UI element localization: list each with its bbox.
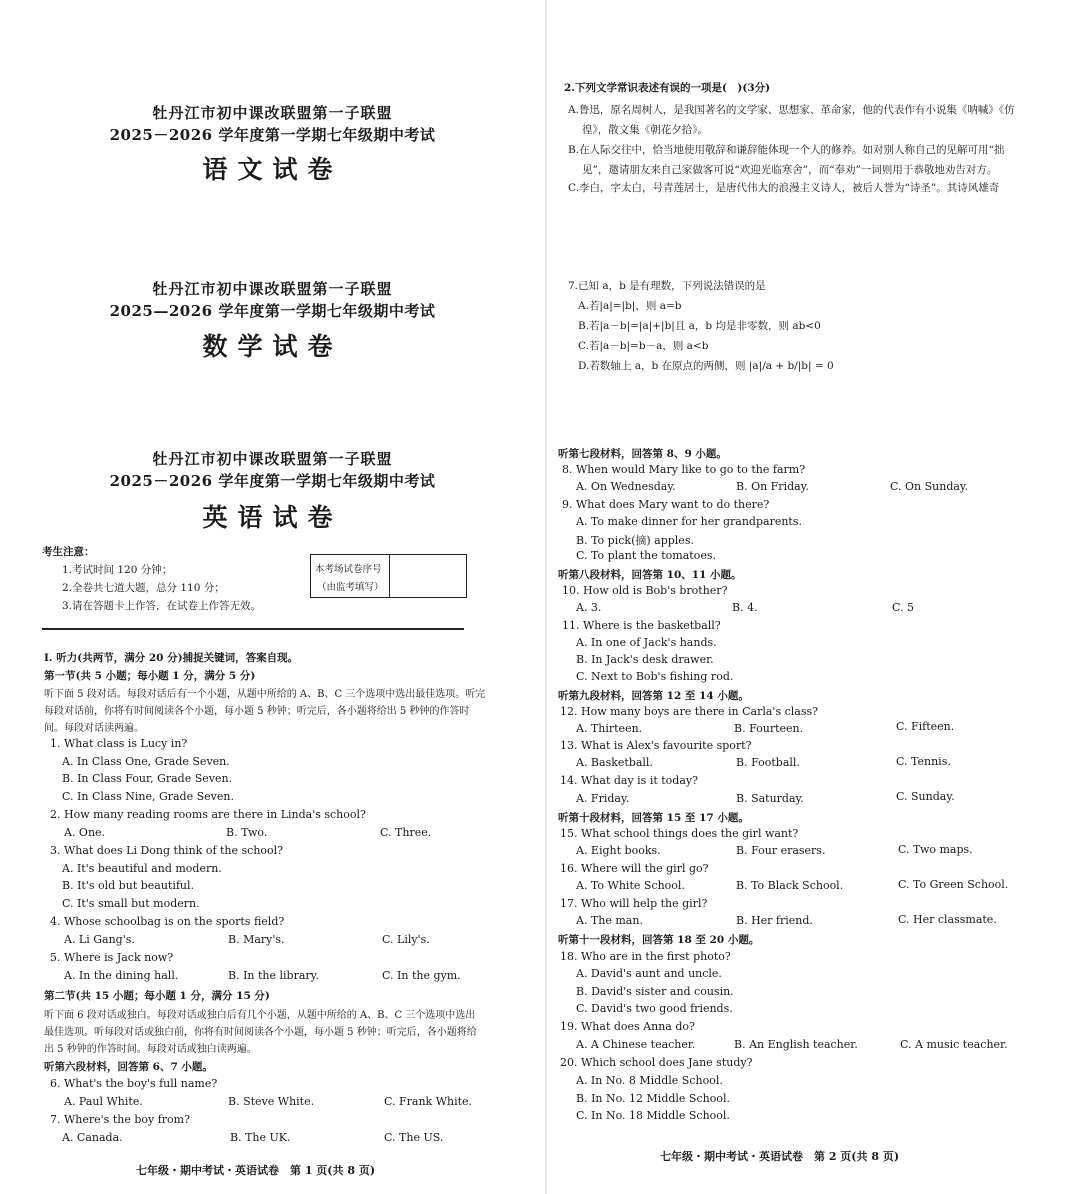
question-11-option-b: B. In Jack's desk drawer. [576,653,714,666]
question-2-option-a: A. One. [64,826,106,839]
chinese-org: 牡丹江市初中课改联盟第一子联盟 [152,104,393,122]
english-paper-title: 英语试卷 [202,503,343,532]
question-9-option-a: A. To make dinner for her grandparents. [576,515,802,528]
english-org: 牡丹江市初中课改联盟第一子联盟 [152,450,393,468]
option-b: B.若|a－b|=|a|+|b|且 a，b 均是非零数，则 ab<0 [578,320,821,332]
question-19-option-a: A. A Chinese teacher. [576,1038,696,1051]
part-2-title: 第二节(共 15 小题；每小题 1 分，满分 15 分) [44,990,270,1002]
question-7-option-a: A. Canada. [62,1131,123,1144]
question-5-option-c: C. In the gym. [382,969,461,982]
question-13-option-a: A. Basketball. [576,756,653,769]
question-20: 20. Which school does Jane study? [560,1056,753,1069]
question-18-option-c: C. David's two good friends. [576,1002,733,1015]
question-3: 3. What does Li Dong think of the school? [50,844,284,857]
question-9-option-c: C. To plant the tomatoes. [576,549,716,562]
math-org: 牡丹江市初中课改联盟第一子联盟 [152,280,393,298]
question-2: 2. How many reading rooms are there in Linda's school? [50,808,366,821]
question-7-option-b: B. The UK. [230,1131,291,1144]
math-question-7 [550,272,1080,372]
question-16: 16. Where will the girl go? [560,862,709,875]
question-8-option-a: A. On Wednesday. [576,480,676,493]
question-1-option-b: B. In Class Four, Grade Seven. [62,772,233,785]
question-13-option-b: B. Football. [736,756,800,769]
question-20-option-a: A. In No. 8 Middle School. [576,1074,723,1087]
math-cover [0,265,545,375]
divider [42,628,464,630]
question-16-option-c: C. To Green School. [898,878,1009,891]
material-7-heading: 听第七段材料，回答第 8、9 小题。 [558,448,727,460]
option-a: A.若|a|=|b|，则 a=b [578,300,682,312]
chinese-question-2 [550,70,1080,200]
question-16-option-a: A. To White School. [576,879,685,892]
question-5-option-a: A. In the dining hall. [64,969,179,982]
exam-number-box [310,554,467,598]
material-9-heading: 听第九段材料，回答第 12 至 14 小题。 [558,690,749,702]
page-2-footer: 七年级・期中考试・英语试卷 第 2 页(共 8 页) [660,1150,900,1163]
question-14-option-b: B. Saturday. [736,792,804,805]
question-13: 13. What is Alex's favourite sport? [560,739,752,752]
question-18: 18. Who are in the first photo? [560,950,731,963]
question-4-option-c: C. Lily's. [382,933,430,946]
material-10-heading: 听第十段材料，回答第 15 至 17 小题。 [558,812,749,824]
option-a-line1: A.鲁迅，原名周树人，是我国著名的文学家、思想家、革命家，他的代表作有小说集《呐喊》《仿 [568,104,1015,116]
option-c: C.若|a－b|=b－a，则 a<b [578,340,709,352]
option-b-line2: 见”，邀请朋友来自己家做客可说“欢迎光临寒舍”，而“奉劝”一词则用于恭敬地劝告对方。 [582,164,998,176]
question-4-option-a: A. Li Gang's. [64,933,135,946]
part-1-instruction-2: 每段对话前，你将有时间阅读各个小题，每小题 5 秒钟；听完后，各小题将给出 5 秒钟的作答时 [44,706,470,717]
question-19-option-b: B. An English teacher. [734,1038,858,1051]
part-2-instruction-2: 最佳选项。听每段对话或独白前，你将有时间阅读各个小题，每小题 5 秒钟；听完后，各小题将给 [44,1027,477,1038]
english-page-2 [550,440,1080,1194]
notice-title: 考生注意： [42,546,95,558]
question-1-option-a: A. In Class One, Grade Seven. [62,755,230,768]
question-8-option-c: C. On Sunday. [890,480,969,493]
question-12-option-c: C. Fifteen. [896,720,955,733]
question-12: 12. How many boys are there in Carla's class? [560,705,819,718]
option-d: D.若数轴上 a，b 在原点的两侧，则 |a|/a + b/|b| = 0 [578,360,834,372]
part-1-instruction-3: 间。每段对话读两遍。 [44,723,144,734]
question-10-option-c: C. 5 [892,601,915,614]
question-6-option-c: C. Frank White. [384,1095,473,1108]
question-6-option-a: A. Paul White. [64,1095,143,1108]
question-1: 1. What class is Lucy in? [50,737,188,750]
question-10-option-b: B. 4. [732,601,758,614]
question-stem: 7.已知 a，b 是有理数，下列说法错误的是 [568,280,766,292]
english-page-1 [0,440,545,1194]
question-17-option-c: C. Her classmate. [898,913,997,926]
question-9: 9. What does Mary want to do there? [562,498,770,511]
option-b-line1: B.在人际交往中，恰当地使用敬辞和谦辞能体现一个人的修养。如对别人称自己的见解可用“拙 [568,144,1005,156]
question-15: 15. What school things does the girl want? [560,827,799,840]
question-17-option-b: B. Her friend. [736,914,813,927]
chinese-paper-title: 语文试卷 [202,155,343,184]
question-20-option-b: B. In No. 12 Middle School. [576,1092,730,1105]
question-5-option-b: B. In the library. [228,969,319,982]
question-12-option-b: B. Fourteen. [734,722,804,735]
notice-item-2: 2.全卷共七道大题，总分 110 分； [62,582,225,594]
question-10-option-a: A. 3. [576,601,602,614]
question-3-option-b: B. It's old but beautiful. [62,879,195,892]
part-2-instruction-3: 出 5 秒钟的作答时间。每段对话或独白读两遍。 [44,1044,257,1055]
question-12-option-a: A. Thirteen. [576,722,643,735]
math-exam: 2025—2026 学年度第一学期七年级期中考试 [109,302,436,320]
notice-item-3: 3.请在答题卡上作答，在试卷上作答无效。 [62,600,262,612]
question-4: 4. Whose schoolbag is on the sports field? [50,915,285,928]
box-label-1: 本考场试卷序号 [315,564,382,575]
option-a-line2: 徨》，散文集《朝花夕拾》。 [582,124,708,136]
page-1-footer: 七年级・期中考试・英语试卷 第 1 页(共 8 页) [136,1164,376,1177]
part-1-instruction-1: 听下面 5 段对话。每段对话后有一个小题，从题中所给的 A、B、C 三个选项中选出最佳选项。听完 [44,689,486,700]
part-1-title: 第一节(共 5 小题；每小题 1 分，满分 5 分) [44,670,256,682]
question-6-option-b: B. Steve White. [228,1095,315,1108]
question-14-option-c: C. Sunday. [896,790,955,803]
notice-item-1: 1.考试时间 120 分钟； [62,564,173,576]
question-5: 5. Where is Jack now? [50,951,174,964]
question-6: 6. What's the boy's full name? [50,1077,218,1090]
question-17: 17. Who will help the girl? [560,897,708,910]
question-4-option-b: B. Mary's. [228,933,285,946]
question-11-option-c: C. Next to Bob's fishing rod. [576,670,734,683]
box-label-2: （由监考填写） [317,582,384,593]
chinese-exam: 2025－2026 学年度第一学期七年级期中考试 [109,126,436,144]
question-18-option-b: B. David's sister and cousin. [576,985,734,998]
question-16-option-b: B. To Black School. [736,879,844,892]
material-11-heading: 听第十一段材料，回答第 18 至 20 小题。 [558,934,760,946]
question-18-option-a: A. David's aunt and uncle. [576,967,722,980]
question-10: 10. How old is Bob's brother? [562,584,728,597]
question-1-option-c: C. In Class Nine, Grade Seven. [62,790,234,803]
question-stem: 2.下列文学常识表述有误的一项是( )(3分) [564,82,771,94]
question-7-option-c: C. The US. [384,1131,444,1144]
english-exam: 2025－2026 学年度第一学期七年级期中考试 [109,472,436,490]
question-3-option-c: C. It's small but modern. [62,897,200,910]
question-8-option-b: B. On Friday. [736,480,809,493]
question-2-option-b: B. Two. [226,826,268,839]
question-13-option-c: C. Tennis. [896,755,951,768]
question-11-option-a: A. In one of Jack's hands. [576,636,717,649]
question-11: 11. Where is the basketball? [562,619,721,632]
material-8-heading: 听第八段材料，回答第 10、11 小题。 [558,569,742,581]
section-1-title: I. 听力(共两节，满分 20 分)捕捉关键词，答案自现。 [44,652,299,664]
math-paper-title: 数学试卷 [202,332,343,361]
question-2-option-c: C. Three. [380,826,432,839]
option-c-line1: C.李白，字太白，号青莲居士，是唐代伟大的浪漫主义诗人，被后人誉为“诗圣”。其诗风雄奇 [568,182,1000,194]
chinese-cover [0,0,545,230]
question-9-option-b: B. To pick(摘) apples. [576,534,694,547]
question-14-option-a: A. Friday. [576,792,630,805]
question-19-option-c: C. A music teacher. [900,1038,1008,1051]
question-15-option-a: A. Eight books. [576,844,661,857]
question-15-option-b: B. Four erasers. [736,844,826,857]
question-14: 14. What day is it today? [560,774,699,787]
question-15-option-c: C. Two maps. [898,843,973,856]
question-17-option-a: A. The man. [576,914,643,927]
page-separator [545,0,547,1194]
material-6-heading: 听第六段材料，回答第 6、7 小题。 [44,1061,213,1073]
question-3-option-a: A. It's beautiful and modern. [62,862,222,875]
question-8: 8. When would Mary like to go to the farm? [562,463,806,476]
part-2-instruction-1: 听下面 6 段对话或独白。每段对话或独白后有几个小题，从题中所给的 A、B、C 三个选项中选出 [44,1010,476,1021]
question-20-option-c: C. In No. 18 Middle School. [576,1109,730,1122]
question-7: 7. Where's the boy from? [50,1113,190,1126]
question-19: 19. What does Anna do? [560,1020,695,1033]
